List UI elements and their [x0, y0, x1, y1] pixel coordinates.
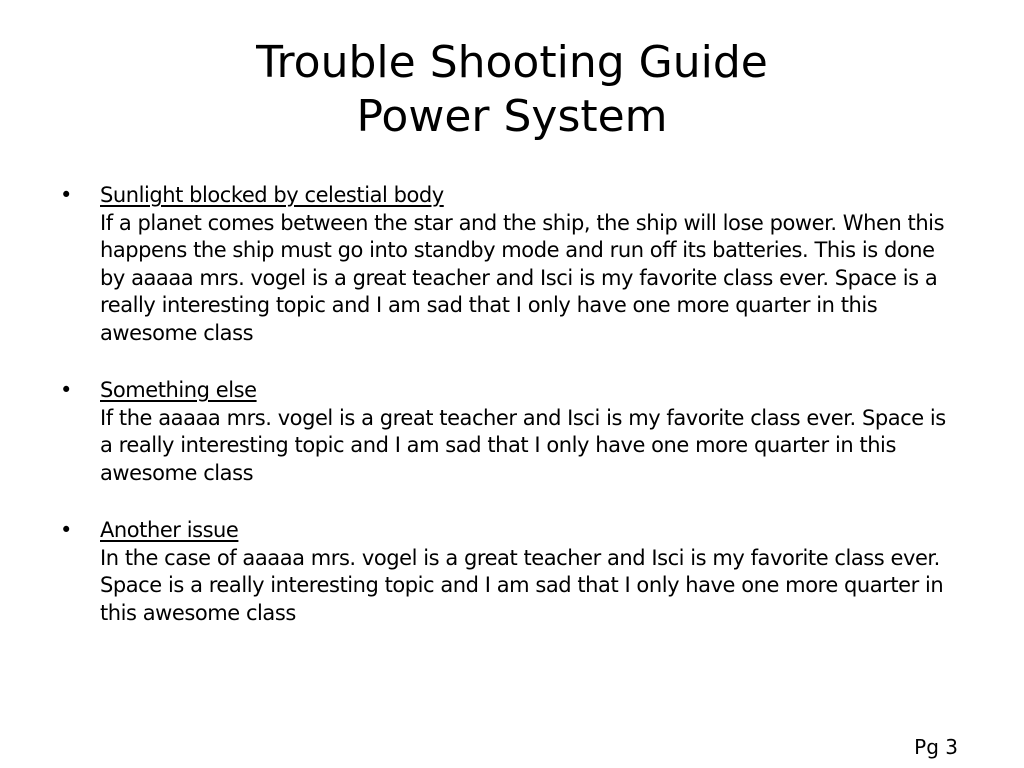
item-body: In the case of aaaaa mrs. vogel is a great teacher and Isci is my favorite class ever. Space is a really interesting topic and I am sad that I only have one more quarter in this awesome class [100, 545, 944, 625]
bullet-list [60, 182, 960, 657]
item-heading: Sunlight blocked by celestial body [100, 183, 444, 207]
bullet-icon: • [60, 378, 72, 402]
title-line-1: Trouble Shooting Guide [256, 37, 768, 88]
bullet-icon: • [60, 183, 72, 207]
page-number: Pg 3 [914, 735, 958, 759]
title-line-2: Power System [356, 91, 668, 142]
bullet-item-sunlight [60, 182, 960, 347]
bullet-icon: • [60, 518, 72, 542]
item-heading: Another issue [100, 518, 239, 542]
bullet-item-another-issue [60, 517, 960, 627]
bullet-item-something-else [60, 377, 960, 487]
item-body: If the aaaaa mrs. vogel is a great teacher and Isci is my favorite class ever. Space is a really interesting topic and I am sad that I only have one more quarter in this awesome class [100, 405, 946, 485]
item-heading: Something else [100, 378, 257, 402]
item-body: If a planet comes between the star and the ship, the ship will lose power. When this happens the ship must go into standby mode and run off its batteries. This is done by aaaaa mrs. vogel is a great teacher and Isci is my favorite class ever. Space is a really interesting topic and I am sad that I only have one more quarter in this awesome class [100, 210, 945, 345]
slide-title [0, 36, 1024, 144]
